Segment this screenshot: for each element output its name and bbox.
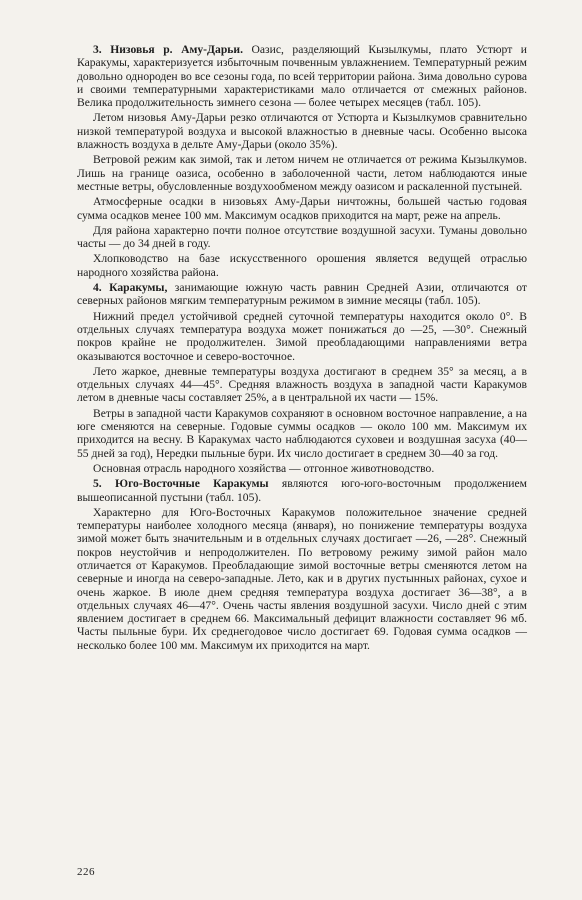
section-heading-amu-darya: 3. Низовья р. Аму-Дарьи. (93, 43, 243, 56)
section-heading-karakum: 4. Каракумы, (93, 281, 168, 295)
paragraph (77, 153, 527, 193)
paragraph-text: занимающие южную часть равнин Средней Азии, отличаются от северных районов мягким температурным режимом в зимние месяцы (табл. 105). (77, 281, 527, 308)
paragraph-text: Лето жаркое, дневные температуры воздуха достигают в среднем 35° за месяц, а в отдельных случаях 44—45°. Средняя влажность воздуха в западной части Каракумов летом в дневные часы составляет 25%, а в центральной их части — 15%. (77, 364, 527, 405)
paragraph (77, 111, 527, 151)
paragraph-text: Ветровой режим как зимой, так и летом ничем не отличается от режима Кызылкумов. Лишь на границе оазиса, особенно в заболоченной части, летом наблюдаются иные местные ветры, обусловленные воздухообменом между оазисом и раскаленной пустыней. (77, 153, 527, 193)
paragraph-text: Атмосферные осадки в низовьях Аму-Дарьи ничтожны, большей частью годовая сумма осадков менее 100 мм. Максимум осадков приходится на март, реже на апрель. (77, 195, 527, 222)
paragraph (77, 407, 527, 460)
paragraph-text: являются юго-юго-восточным продолжением вышеописанной пустыни (табл. 105). (77, 477, 527, 504)
paragraph (77, 365, 527, 405)
section-heading-southeast-karakum: 5. Юго-Восточные Каракумы (93, 477, 269, 491)
paragraph-text: Основная отрасль народного хозяйства — отгонное животноводство. (93, 461, 435, 475)
paragraph-section-3 (77, 43, 527, 109)
paragraph (77, 506, 527, 652)
paragraph (77, 252, 527, 279)
body-text (77, 43, 527, 652)
paragraph-section-4 (77, 281, 527, 308)
paragraph (77, 462, 527, 475)
paragraph-text: Нижний предел устойчивой средней суточной температуры находится около 0°. В отдельных случаях температура воздуха может понижаться до —25, —30°. Снежный покров крайне не продолжителен. Зимой преобладающими направлениями ветра оказываются восточное и северо-восточное. (77, 309, 527, 363)
paragraph-text: Для района характерно почти полное отсутствие воздушной засухи. Туманы довольно часты — до 34 дней в году. (77, 223, 527, 251)
paragraph (77, 224, 527, 251)
paragraph-text: Летом низовья Аму-Дарьи резко отличаются от Устюрта и Кызылкумов сравнительно низкой температурой воздуха и высокой влажностью в дневные часы. Особенно высока влажность воздуха в дельте Аму-Дарьи (около 35%). (77, 111, 527, 152)
paragraph (77, 195, 527, 222)
paragraph-text: Оазис, разделяющий Кызылкумы, плато Устюрт и Каракумы, характеризуется избыточным почвенным увлажнением. Температурный режим довольно однороден во все сезоны года, по всей территории района. Зима довольно сурова и своими температурными характеристиками мало отличается от смежных районов. Велика продолжительность зимнего сезона — более четырех месяцев (табл. 105). (77, 43, 528, 110)
paragraph-section-5 (77, 477, 527, 504)
paragraph-text: Хлопководство на базе искусственного орошения является ведущей отраслью народного хозяйства района. (77, 252, 527, 279)
paragraph-text: Ветры в западной части Каракумов сохраняют в основном восточное направление, а на юге сменяются на северные. Годовые суммы осадков — около 100 мм. Максимум их приходится на весну. В Каракумах часто наблюдаются суховеи и воздушная засуха (40—55 дней за год), Нередки пыльные бури. Их число достигает в среднем 30—40 за год. (77, 406, 527, 460)
paragraph-text: Характерно для Юго-Восточных Каракумов положительное значение средней температуры наиболее холодного месяца (января), но понижение температуры воздуха зимой может быть значительным и в отдельных случаях достигает —26, —28°. Снежный покров неустойчив и непродолжителен. По ветровому режиму зимой район мало отличается от Каракумов. Преобладающие зимой восточные ветры сменяются летом на северные и иногда на северо-западные. Лето, как и в других пустынных районах, сухое и очень жаркое. В июле днем средняя температура воздуха достигает 36—38°, а в отдельных случаях 46—47°. Очень часты явления воздушной засухи. Число дней с этим явлением достигает в среднем 66. Максимальный дефицит влажности составляет 96 мб. Часты пыльные бури. Их среднегодовое число достигает 69. Годовая сумма осадков — несколько более 100 мм. Максимум их приходится на март. (77, 505, 527, 652)
page-number: 226 (77, 866, 95, 878)
paragraph (77, 310, 527, 363)
